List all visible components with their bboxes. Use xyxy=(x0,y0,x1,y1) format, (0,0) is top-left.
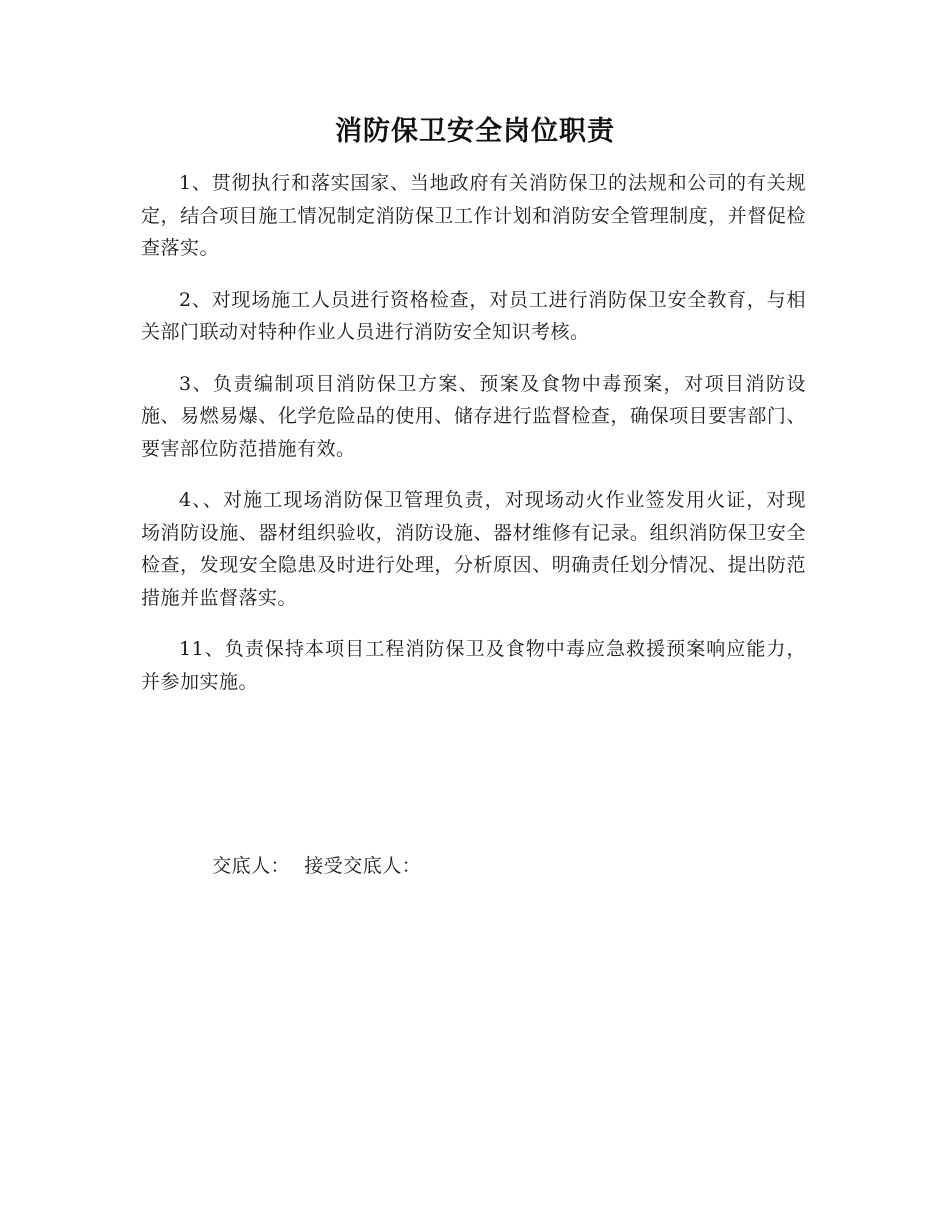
duty-paragraph-2: 2、对现场施工人员进行资格检查，对员工进行消防保卫安全教育，与相关部门联动对特种作业人员进行消防安全知识考核。 xyxy=(141,288,806,343)
duty-paragraph-1: 1、贯彻执行和落实国家、当地政府有关消防保卫的法规和公司的有关规定，结合项目施工情况制定消防保卫工作计划和消防安全管理制度，并督促检查落实。 xyxy=(141,172,806,259)
receiver-label: 接受交底人： xyxy=(304,855,422,877)
document-body xyxy=(141,167,806,717)
duty-paragraph-4: 4、、对施工现场消防保卫管理负责，对现场动火作业签发用火证，对现场消防设施、器材组织验收，消防设施、器材维修有记录。组织消防保卫安全检查，发现安全隐患及时进行处理，分析原因、明确责任划分情况、提出防范措施并监督落实。 xyxy=(141,489,806,609)
duty-paragraph-3: 3、负责编制项目消防保卫方案、预案及食物中毒预案，对项目消防设施、易燃易爆、化学危险品的使用、储存进行监督检查，确保项目要害部门、要害部位防范措施有效。 xyxy=(141,372,806,460)
duty-paragraph-11: 11、负责保持本项目工程消防保卫及食物中毒应急救援预案响应能力，并参加实施。 xyxy=(141,638,806,693)
document-title: 消防保卫安全岗位职责 xyxy=(335,116,615,147)
giver-label: 交底人： xyxy=(212,855,291,877)
signature-line xyxy=(186,818,421,914)
